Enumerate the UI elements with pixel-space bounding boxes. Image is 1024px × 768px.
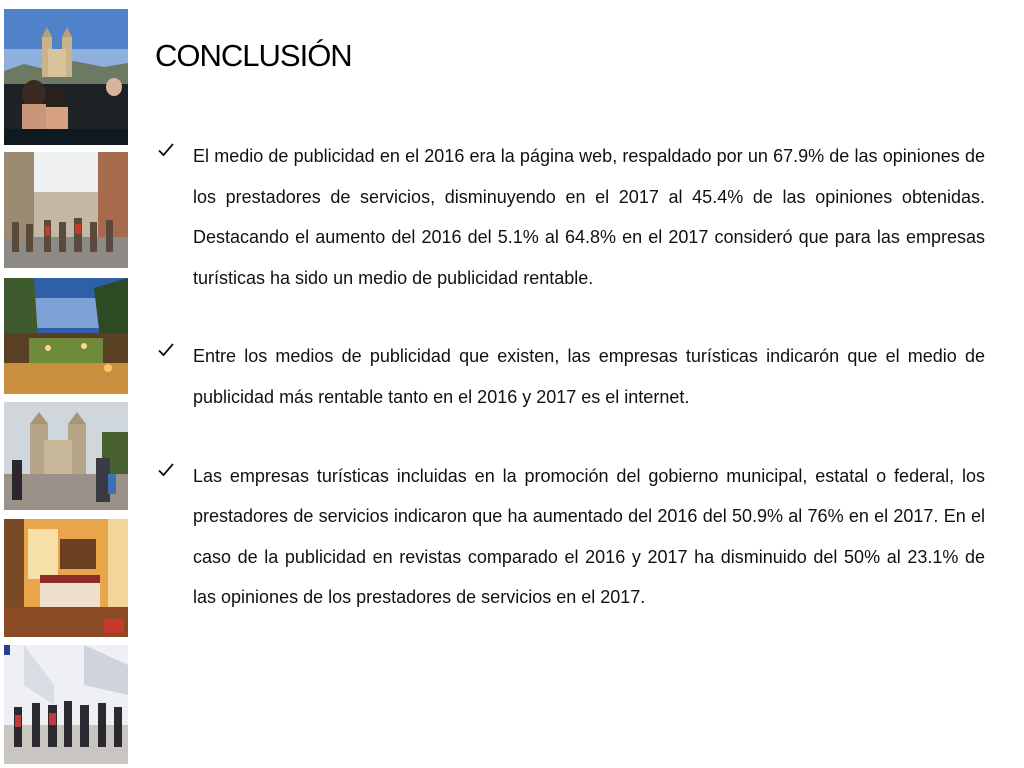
photo-church-plaza: [4, 402, 128, 510]
bullet-item: [155, 136, 985, 298]
photo-cathedral-pool: [4, 9, 128, 145]
photo-street-crowd: [4, 152, 128, 268]
checkmark-icon: [157, 141, 175, 159]
checkmark-icon: [157, 461, 175, 479]
bullet-text: El medio de publicidad en el 2016 era la página web, respaldado por un 67.9% de las opiniones de los prestadores de servicios, disminuyendo en el 2017 al 45.4% de las opiniones obtenidas. Destacando el aumento del 2016 del 5.1% al 64.8% en el 2017 consideró que para las empresas turísticas ha sido un medio de publicidad rentable.: [193, 146, 985, 288]
bullet-list: [155, 136, 985, 618]
bullet-item: [155, 336, 985, 417]
photo-hotel-room: [4, 519, 128, 637]
photo-concourse-crowd: [4, 645, 128, 764]
slide-title: CONCLUSIÓN: [155, 38, 352, 73]
bullet-text: Entre los medios de publicidad que existen, las empresas turísticas indicarón que el medio de publicidad más rentable tanto en el 2016 y 2017 es el internet.: [193, 346, 985, 407]
photo-strip: [2, 9, 130, 764]
checkmark-icon: [157, 341, 175, 359]
photo-garden-terrace: [4, 278, 128, 394]
bullet-item: [155, 456, 985, 618]
bullet-text: Las empresas turísticas incluidas en la promoción del gobierno municipal, estatal o federal, los prestadores de servicios indicaron que ha aumentado del 2016 del 50.9% al 76% en el 2017. En el caso de la publicidad en revistas comparado el 2016 y 2017 ha disminuido del 50% al 23.1% de las opiniones de los prestadores de servicios en el 2017.: [193, 465, 985, 608]
